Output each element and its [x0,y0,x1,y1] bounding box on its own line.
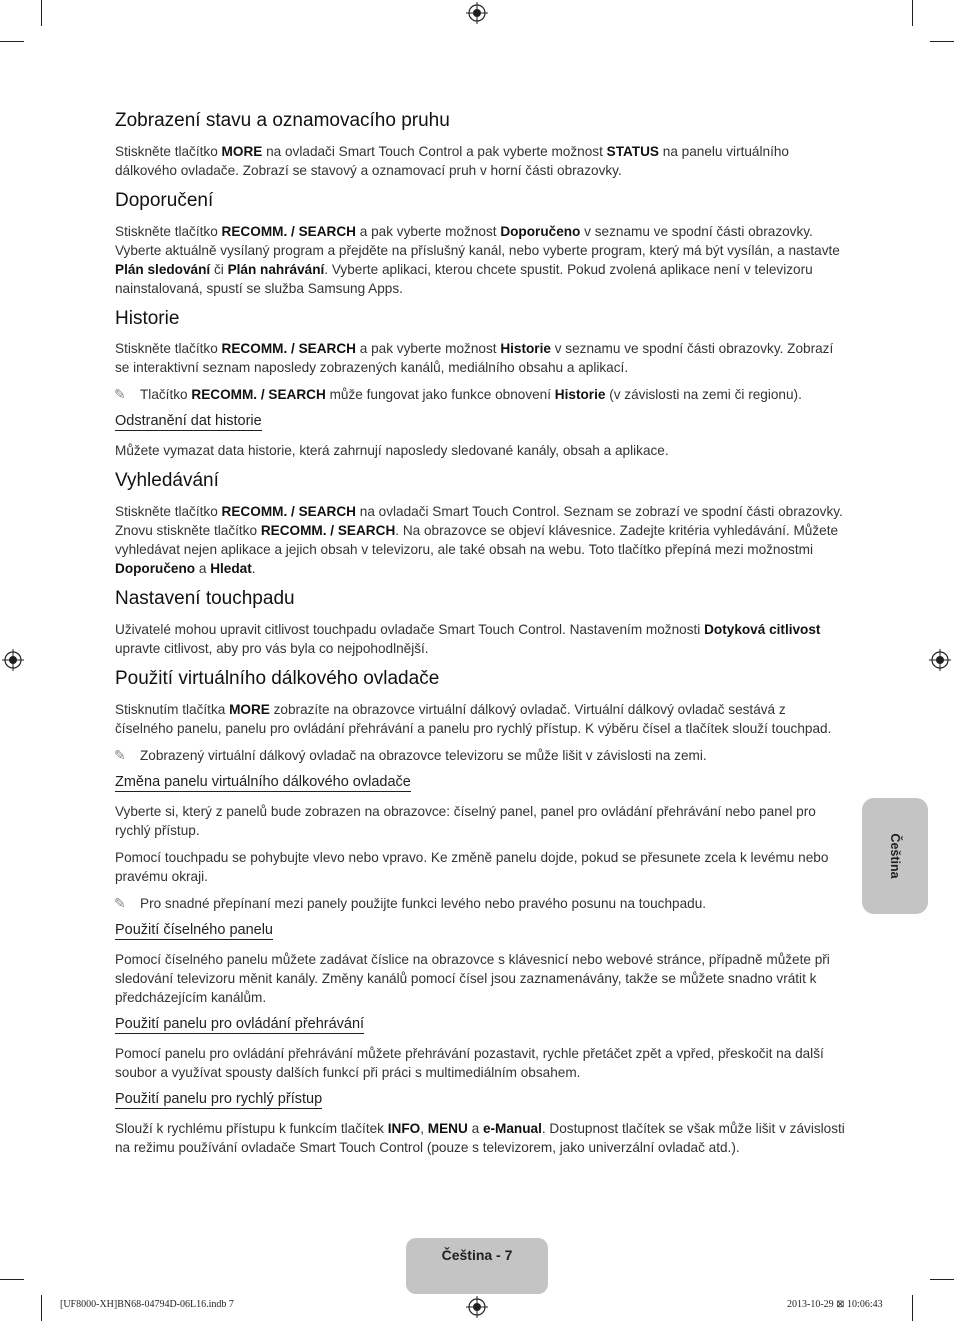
note-paragraph [114,894,845,913]
subsection [115,773,845,913]
section-title: Nastavení touchpadu [115,588,295,610]
crop-mark [930,41,954,42]
print-footer-left: [UF8000-XH]BN68-04794D-06L16.indb 7 [60,1299,234,1310]
section [115,308,845,461]
body-paragraph: Stisknutím tlačítka MORE zobrazíte na obrazovce virtuální dálkový ovladač. Virtuální dálkový ovladač sestává z číselného panelu, panelu pro ovládání přehrávání a panelu pro rychlý přístup. K výběru čísel a tlačítek slouží touchpad. [115,701,832,736]
body-paragraph: Vyberte si, který z panelů bude zobrazen na obrazovce: číselný panel, panel pro ovládání přehrávání nebo panel pro rychlý přístup. [115,803,816,838]
note-paragraph [114,746,845,765]
section-title: Vyhledávání [115,470,219,492]
subsection-title: Použití panelu pro ovládání přehrávání [115,1015,365,1032]
subsection [115,921,845,1007]
note-text: Tlačítko RECOMM. / SEARCH může fungovat jako funkce obnovení Historie (v závislosti na zemi či regionu). [140,387,802,403]
section [115,110,845,180]
body-paragraph: Uživatelé mohou upravit citlivost touchpadu ovladače Smart Touch Control. Nastavením možnosti Dotyková citlivost upravte citlivost, aby pro vás byla co nejpohodlnější. [115,621,821,656]
note-text: Zobrazený virtuální dálkový ovladač na obrazovce televizoru se může lišit v závislosti na zemi. [140,747,707,763]
body-paragraph: Pomocí touchpadu se pohybujte vlevo nebo vpravo. Ke změně panelu dojde, pokud se přesunete zcela k levému nebo pravému okraji. [115,849,829,884]
section [115,470,845,578]
body-paragraph: Pomocí číselného panelu můžete zadávat číslice na obrazovce s klávesnicí nebo webové stránce, případně můžete při sledování televizoru měnit kanály. Změny kanálů pomocí čísel jsou zaznamenávány, takže se můžete snadno vrátit k předcházejícím kanálům. [115,951,830,1005]
body-paragraph: Můžete vymazat data historie, která zahrnují naposledy sledované kanály, obsah a aplikace. [115,443,669,459]
note-paragraph [114,385,845,404]
registration-mark-icon [929,649,951,671]
section [115,588,845,658]
print-footer-right: 2013-10-29 ⊠ 10:06:43 [787,1299,883,1310]
section-title: Historie [115,307,180,329]
subsection [115,1090,845,1157]
section-title: Doporučení [115,189,214,211]
crop-mark [0,1279,24,1280]
subsection [115,1015,845,1082]
crop-mark [41,0,42,26]
crop-mark [912,1295,913,1321]
crop-mark [930,1279,954,1280]
page-number-tab [406,1238,548,1294]
subsection-title: Použití panelu pro rychlý přístup [115,1090,323,1107]
pencil-icon: ✎ [114,746,126,763]
page-number-label: Čeština - 7 [441,1247,513,1263]
section-title: Zobrazení stavu a oznamovacího pruhu [115,110,450,131]
subsection [115,412,845,460]
body-paragraph: Stiskněte tlačítko MORE na ovladači Smart Touch Control a pak vyberte možnost STATUS na panelu virtuálního dálkového ovladače. Zobrazí se stavový a oznamovací pruh v horní části obrazovky. [115,143,789,178]
body-paragraph: Stiskněte tlačítko RECOMM. / SEARCH na ovladači Smart Touch Control. Seznam se zobrazí ve spodní části obrazovky. Znovu stiskněte tlačítko RECOMM. / SEARCH. Na obrazovce se objeví klávesnice. Zadejte kritéria vyhledávání. Můžete vyhledávat nejen aplikace a jejich obsah v televizoru, ale také obsah na webu. Toto tlačítko přepíná mezi možnostmi Doporučeno a Hledat. [115,504,843,577]
registration-mark-icon [2,649,24,671]
registration-mark-icon [466,1296,488,1318]
pencil-icon: ✎ [114,386,126,403]
section [115,190,845,298]
note-text: Pro snadné přepínaní mezi panely použijte funkci levého nebo pravého posunu na touchpadu. [140,895,707,911]
subsection-title: Změna panelu virtuálního dálkového ovladače [115,773,411,790]
section [115,668,845,1157]
pencil-icon: ✎ [114,894,126,911]
registration-mark-icon [466,2,488,24]
body-paragraph: Slouží k rychlému přístupu k funkcím tlačítek INFO, MENU a e-Manual. Dostupnost tlačítek se však může lišit v závislosti na režimu používání ovladače Smart Touch Control (pouze s televizorem, jako univerzální ovladač atd.). [115,1120,845,1155]
crop-mark [912,0,913,26]
subsection-title: Použití číselného panelu [115,921,273,938]
language-side-tab [862,798,928,914]
body-paragraph: Stiskněte tlačítko RECOMM. / SEARCH a pak vyberte možnost Historie v seznamu ve spodní části obrazovky. Zobrazí se interaktivní seznam naposledy zobrazených kanálů, mediálního obsahu a aplikací. [115,341,834,376]
crop-mark [0,41,24,42]
body-paragraph: Pomocí panelu pro ovládání přehrávání můžete přehrávání pozastavit, rychle přetáčet zpět a vpřed, přeskočit na další soubor a využívat spousty dalších funkcí při práci s multimediálním obsahem. [115,1045,824,1080]
body-paragraph: Stiskněte tlačítko RECOMM. / SEARCH a pak vyberte možnost Doporučeno v seznamu ve spodní části obrazovky. Vyberte aktuálně vysílaný program a přejděte na příslušný kanál, nebo vyberte program, který má být vysílán, a nastavte Plán sledování či Plán nahrávání. Vyberte aplikaci, kterou chcete spustit. Pokud zvolená aplikace není v televizoru nainstalovaná, spustí se služba Samsung Apps. [115,223,840,296]
crop-mark [41,1295,42,1321]
language-side-tab-label: Čeština [888,833,902,879]
subsection-title: Odstranění dat historie [115,413,262,430]
manual-content [115,110,845,1167]
section-title: Použití virtuálního dálkového ovladače [115,667,440,689]
